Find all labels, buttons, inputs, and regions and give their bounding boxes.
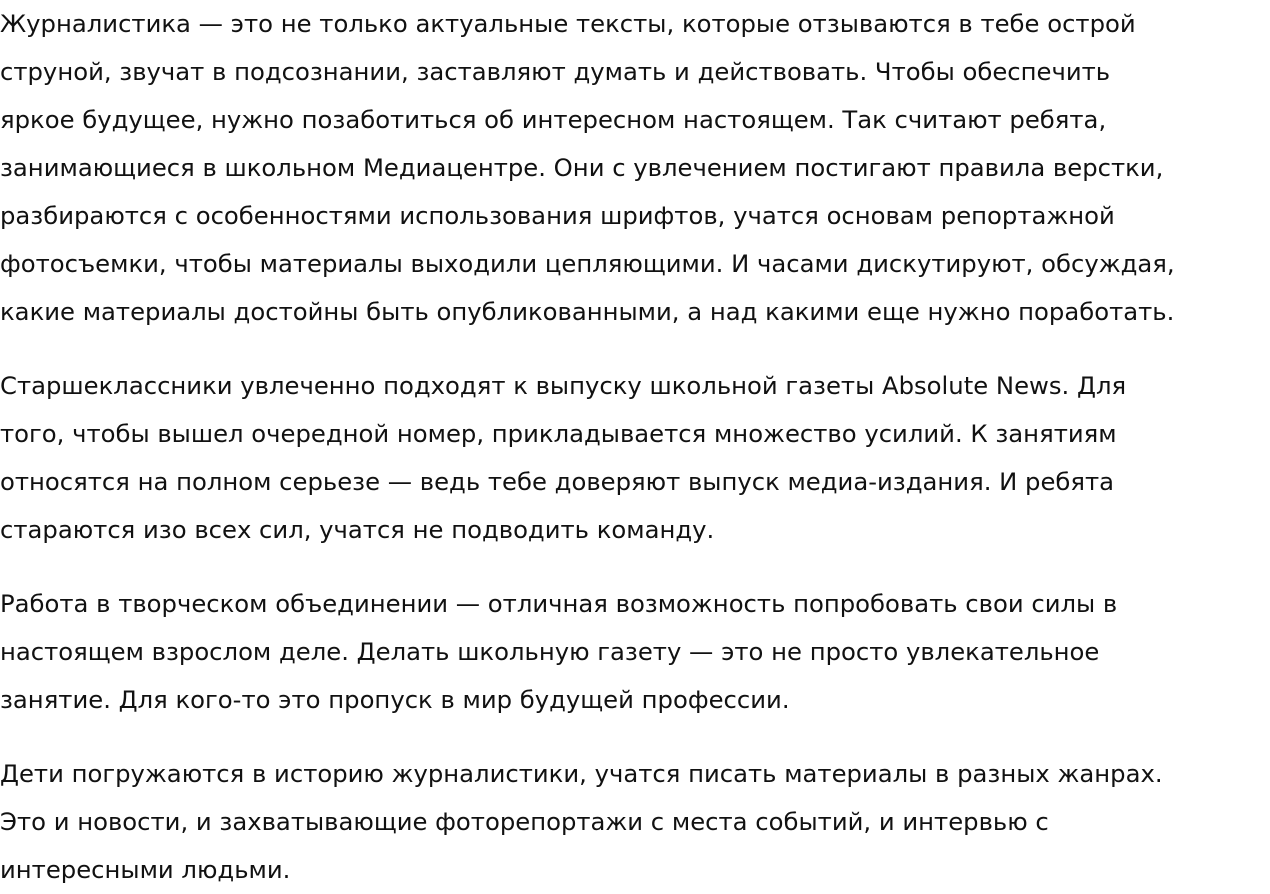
paragraph-line: Старшеклассники увлеченно подходят к выпуску школьной газеты Absolute News. Для [0, 371, 1127, 400]
paragraph-line: настоящем взрослом деле. Делать школьную газету — это не просто увлекательное [0, 637, 1100, 666]
paragraph-line: занятие. Для кого-то это пропуск в мир будущей профессии. [0, 685, 790, 714]
paragraph-2 [0, 362, 1270, 554]
paragraph-4 [0, 750, 1270, 894]
paragraph-line: струной, звучат в подсознании, заставляют думать и действовать. Чтобы обеспечить [0, 57, 1111, 86]
paragraph-line: яркое будущее, нужно позаботиться об интересном настоящем. Так считают ребята, [0, 105, 1107, 134]
paragraph-line: занимающиеся в школьном Медиацентре. Они с увлечением постигают правила верстки, [0, 153, 1164, 182]
paragraph-line: какие материалы достойны быть опубликованными, а над какими еще нужно поработать. [0, 297, 1175, 326]
paragraph-1 [0, 0, 1270, 336]
paragraph-line: разбираются с особенностями использования шрифтов, учатся основам репортажной [0, 201, 1115, 230]
paragraph-line: фотосъемки, чтобы материалы выходили цепляющими. И часами дискутируют, обсуждая, [0, 249, 1175, 278]
paragraph-line: стараются изо всех сил, учатся не подводить команду. [0, 515, 715, 544]
paragraph-line: относятся на полном серьезе — ведь тебе доверяют выпуск медиа-издания. И ребята [0, 467, 1115, 496]
paragraph-line: того, чтобы вышел очередной номер, прикладывается множество усилий. К занятиям [0, 419, 1117, 448]
paragraph-line: Журналистика — это не только актуальные тексты, которые отзываются в тебе острой [0, 9, 1136, 38]
paragraph-3 [0, 580, 1270, 724]
paragraph-line: Работа в творческом объединении — отличная возможность попробовать свои силы в [0, 589, 1118, 618]
paragraph-line: Это и новости, и захватывающие фоторепортажи с места событий, и интервью с [0, 807, 1049, 836]
paragraph-line: интересными людьми. [0, 855, 291, 884]
paragraph-line: Дети погружаются в историю журналистики, учатся писать материалы в разных жанрах. [0, 759, 1163, 788]
